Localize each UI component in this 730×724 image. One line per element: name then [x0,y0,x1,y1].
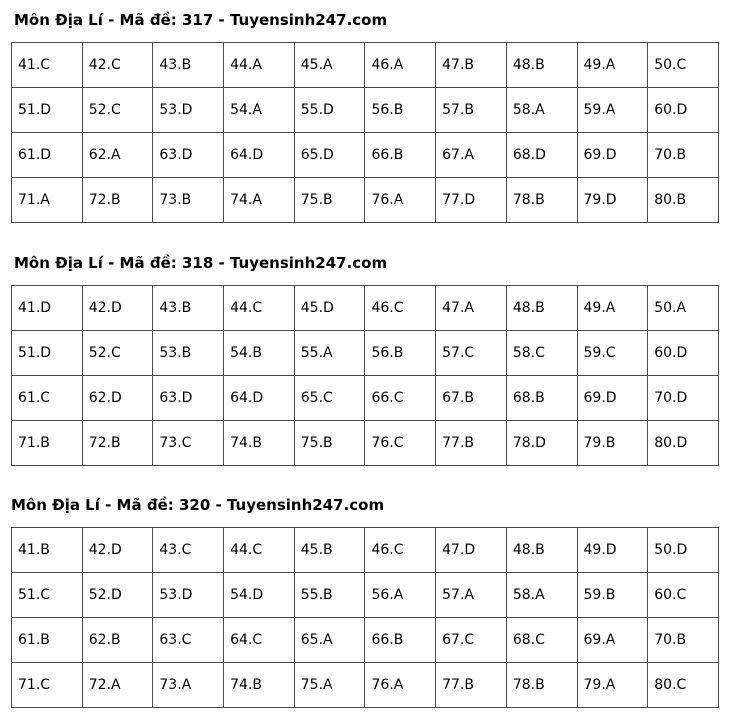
answer-cell: 58.A [506,88,577,133]
answer-cell: 76.A [365,178,436,223]
answer-cell: 64.D [224,133,295,178]
answer-cell: 64.C [224,618,295,663]
answer-cell: 65.A [294,618,365,663]
answer-cell: 44.A [224,43,295,88]
answer-cell: 72.B [82,421,153,466]
answer-cell: 64.D [224,376,295,421]
answer-row [12,618,719,663]
answer-cell: 52.C [82,88,153,133]
answer-cell: 61.D [12,133,83,178]
answer-cell: 74.B [224,421,295,466]
answer-cell: 41.C [12,43,83,88]
answer-cell: 48.B [506,43,577,88]
answer-cell: 79.B [577,421,648,466]
answer-cell: 70.B [648,618,719,663]
answer-row [12,133,719,178]
answer-cell: 80.D [648,421,719,466]
answer-cell: 75.A [294,663,365,708]
answer-cell: 49.D [577,528,648,573]
answer-cell: 43.C [153,528,224,573]
answer-cell: 59.B [577,573,648,618]
answer-cell: 43.B [153,286,224,331]
answer-cell: 63.C [153,618,224,663]
answer-cell: 70.B [648,133,719,178]
answer-cell: 46.C [365,528,436,573]
answer-cell: 59.A [577,88,648,133]
answer-cell: 57.B [436,88,507,133]
answer-cell: 71.A [12,178,83,223]
answer-cell: 73.C [153,421,224,466]
answer-cell: 72.B [82,178,153,223]
answer-cell: 66.B [365,618,436,663]
answer-cell: 69.D [577,376,648,421]
answer-cell: 45.D [294,286,365,331]
answer-cell: 44.C [224,528,295,573]
answer-cell: 68.D [506,133,577,178]
answer-row [12,663,719,708]
answer-cell: 58.C [506,331,577,376]
answer-cell: 80.C [648,663,719,708]
answer-row [12,376,719,421]
answer-cell: 46.A [365,43,436,88]
answer-cell: 65.C [294,376,365,421]
section-title-317: Môn Địa Lí - Mã đề: 317 - Tuyensinh247.com [14,11,388,29]
answer-cell: 55.A [294,331,365,376]
answer-cell: 73.A [153,663,224,708]
answer-cell: 78.D [506,421,577,466]
answer-cell: 56.A [365,573,436,618]
answer-row [12,421,719,466]
answer-cell: 70.D [648,376,719,421]
answer-cell: 52.C [82,331,153,376]
answer-cell: 67.C [436,618,507,663]
answer-cell: 69.D [577,133,648,178]
answer-cell: 79.D [577,178,648,223]
answer-cell: 47.A [436,286,507,331]
answer-cell: 68.B [506,376,577,421]
answer-cell: 77.B [436,421,507,466]
answer-cell: 76.C [365,421,436,466]
answer-cell: 63.D [153,376,224,421]
answer-cell: 79.A [577,663,648,708]
answer-cell: 50.C [648,43,719,88]
answer-cell: 57.C [436,331,507,376]
answer-cell: 45.A [294,43,365,88]
answer-table-318 [11,285,719,466]
answer-cell: 61.B [12,618,83,663]
answer-cell: 47.D [436,528,507,573]
answer-cell: 66.B [365,133,436,178]
answer-cell: 52.D [82,573,153,618]
answer-cell: 65.D [294,133,365,178]
answer-cell: 54.D [224,573,295,618]
answer-cell: 53.D [153,573,224,618]
answer-cell: 55.B [294,573,365,618]
answer-cell: 69.A [577,618,648,663]
answer-cell: 63.D [153,133,224,178]
answer-table-320 [11,527,719,708]
answer-cell: 62.B [82,618,153,663]
answer-cell: 72.A [82,663,153,708]
answer-cell: 46.C [365,286,436,331]
answer-cell: 48.B [506,286,577,331]
answer-cell: 77.B [436,663,507,708]
answer-cell: 76.A [365,663,436,708]
answer-cell: 49.A [577,43,648,88]
answer-row [12,573,719,618]
answer-cell: 71.C [12,663,83,708]
answer-cell: 45.B [294,528,365,573]
answer-cell: 60.D [648,331,719,376]
answer-row [12,286,719,331]
answer-cell: 77.D [436,178,507,223]
answer-cell: 56.B [365,88,436,133]
answer-cell: 66.C [365,376,436,421]
answer-cell: 50.A [648,286,719,331]
answer-cell: 78.B [506,663,577,708]
section-title-320: Môn Địa Lí - Mã đề: 320 - Tuyensinh247.com [11,496,385,514]
answer-cell: 74.B [224,663,295,708]
answer-cell: 75.B [294,178,365,223]
answer-table-317 [11,42,719,223]
answer-cell: 44.C [224,286,295,331]
answer-cell: 75.B [294,421,365,466]
answer-cell: 57.A [436,573,507,618]
answer-cell: 48.B [506,528,577,573]
answer-cell: 51.D [12,331,83,376]
answer-cell: 51.D [12,88,83,133]
answer-cell: 62.A [82,133,153,178]
answer-cell: 43.B [153,43,224,88]
answer-cell: 80.B [648,178,719,223]
answer-cell: 50.D [648,528,719,573]
answer-cell: 62.D [82,376,153,421]
answer-cell: 73.B [153,178,224,223]
answer-cell: 42.D [82,528,153,573]
answer-cell: 47.B [436,43,507,88]
answer-cell: 51.C [12,573,83,618]
answer-cell: 71.B [12,421,83,466]
answer-cell: 67.A [436,133,507,178]
answer-cell: 54.A [224,88,295,133]
answer-cell: 67.B [436,376,507,421]
section-title-318: Môn Địa Lí - Mã đề: 318 - Tuyensinh247.com [14,254,388,272]
answer-row [12,88,719,133]
answer-cell: 60.C [648,573,719,618]
answer-cell: 55.D [294,88,365,133]
answer-cell: 53.B [153,331,224,376]
answer-cell: 54.B [224,331,295,376]
answer-row [12,43,719,88]
answer-cell: 41.D [12,286,83,331]
answer-cell: 59.C [577,331,648,376]
answer-cell: 58.A [506,573,577,618]
answer-cell: 74.A [224,178,295,223]
answer-cell: 61.C [12,376,83,421]
answer-cell: 41.B [12,528,83,573]
answer-cell: 60.D [648,88,719,133]
answer-cell: 56.B [365,331,436,376]
answer-cell: 53.D [153,88,224,133]
answer-cell: 49.A [577,286,648,331]
answer-row [12,178,719,223]
answer-row [12,528,719,573]
answer-cell: 42.D [82,286,153,331]
answer-cell: 42.C [82,43,153,88]
answer-cell: 68.C [506,618,577,663]
answer-cell: 78.B [506,178,577,223]
answer-row [12,331,719,376]
